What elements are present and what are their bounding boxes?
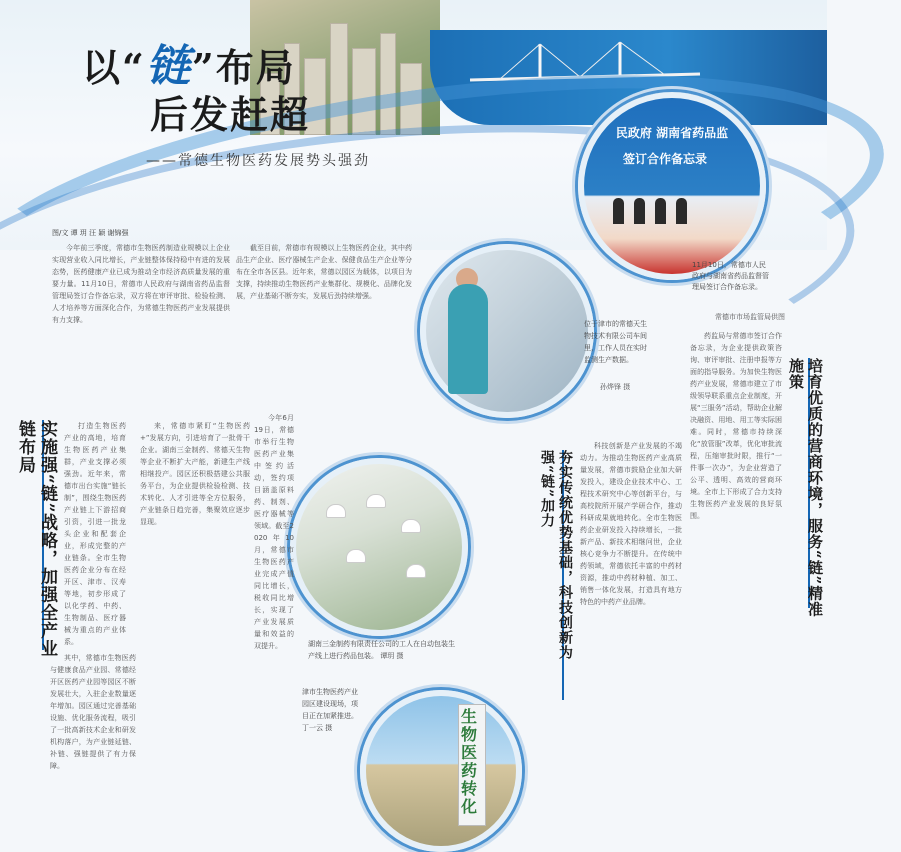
lab-worker-photo (420, 244, 594, 418)
industrial-park-photo (360, 690, 522, 852)
article-column: 今年前三季度，常德市生物医药制造业规模以上企业实现营业收入同比增长，产业链整体保持稳中有进的发展态势，医药健康产业已成为推动全市经济高质量发展的重要力量。11月10日，常德市人民政府与湖南省药品监督管理局签订合作备忘录，双方将在审评审批、检验检测、人才培养等方面深化合作，为常德生物医药产业发展提供有力支撑。 (52, 244, 230, 324)
headline-line-2: 后发赶超 (150, 92, 311, 137)
article-column: 科技创新是产业发展的不竭动力。为推动生物医药产业高质量发展，常德市鼓励企业加大研发投入，建设企业技术中心、工程技术研究中心等创新平台，与高校院所开展产学研合作，推动科研成果就地转化。全市生物医药企业研发投入持续增长，一批新产品、新技术相继问世，企业核心竞争力不断提升。在传统中药领域，常德依托丰富的中药材资源，推动中药材种植、加工、销售一体化发展，打造具有地方特色的中药产业品牌。 (580, 442, 682, 606)
park-sign-text: 生物医药转化 (461, 707, 478, 816)
section-heading-2: 夯实传统优势基础，科技创新为强“链”加力 (539, 450, 573, 660)
article-column: 药监局与常德市签订合作备忘录，为企业提供政策咨询、审评审批、注册申报等方面的指导服务。为加快生物医药产业发展，常德市建立了市级领导联系重点企业制度，开展“三服务”活动，帮助企业解决融资、用地、用工等实际困难。同时，常德市持续深化“放管服”改革，优化审批流程，压缩审批时限，推行“一件事一次办”，为企业营造了公平、透明、高效的营商环境。全市上下形成了合力支持生物医药产业发展的良好氛围。 (690, 332, 782, 520)
article-column: 来，常德市紧盯“生物医药+”发展方向，引进培育了一批骨干企业。湖南三金制药、常德天生物等企业不断扩大产能，新建生产线相继投产。园区还积极搭建公共服务平台，为企业提供检验检测、技术转化、人才引进等全方位服务，产业链条日趋完善，集聚效应逐步显现。 (140, 422, 250, 526)
signing-people-figures (608, 198, 728, 230)
section-heading-1: 实施强“链”战略，加强全产业链布局 (15, 420, 57, 658)
signing-banner-text: 民政府 湖南省药品监 (615, 126, 729, 140)
signing-banner-text: 签订合作备忘录 (622, 152, 707, 166)
article-column: 其中，常德市生物医药与健康食品产业园、常德经开区医药产业园等园区不断发展壮大，入驻企业数量逐年增加。园区通过完善基础设施、优化服务流程，吸引了一批高新技术企业和研发机构落户，为产业链延链、补链、强链提供了有力保障。 (50, 654, 136, 770)
article-column: 截至目前，常德市有规模以上生物医药企业，其中药品生产企业、医疗器械生产企业、保健食品生产企业等分布在全市各区县。近年来，常德以园区为载体，以项目为支撑，持续推动生物医药产业集群化、规模化、品牌化发展，产业基础不断夯实，发展后劲持续增强。 (236, 244, 412, 300)
article-column: 打造生物医药产业的高地，培育生物医药产业集群，产业支撑必须强劲。近年来，常德市出台实施“链长制”，围绕生物医药产业链上下游招商引资，引进一批龙头企业和配套企业，形成完整的产业链条。全市生物医药企业分布在经开区、津市、汉寿等地，初步形成了以化学药、中药、生物制品、医疗器械为重点的产业体系。 (64, 422, 126, 646)
lab-photo-caption: 位于津市的常德天生物技术有限公司车间里，工作人员在实时监测生产数据。 (584, 320, 647, 364)
building-photo-credit: 丁一云 摄 (302, 724, 333, 732)
headline-subtitle: ——常德生物医药发展势头强劲 (146, 153, 370, 169)
signing-photo-credit: 常德市市场监管局供图 (715, 313, 785, 321)
section-heading-3: 培育优质的营商环境，服务“链”精准施策 (787, 358, 824, 618)
packaging-line-photo (290, 458, 468, 636)
building-photo-caption: 津市生物医药产业园区建设现场，项目正在加紧推进。 丁一云 摄 (302, 688, 358, 732)
byline: 图/文 谭 玥 汪 颖 谢锦强 (52, 229, 129, 237)
headline-line-1: 以“链”布局 (82, 41, 296, 92)
factory-photo-caption: 湖南三金制药有限责任公司的工人在自动包装生产线上进行药品包装。 谭玥 摄 (308, 640, 455, 660)
signing-photo-caption: 11月10日，常德市人民政府与湖南省药品监督管理局签订合作备忘录。 (692, 261, 769, 291)
worker-figure (448, 284, 488, 394)
signing-ceremony-photo (578, 92, 766, 280)
factory-photo-credit: 谭玥 摄 (380, 652, 404, 660)
article-column: 今年6月19日，常德市举行生物医药产业集中签约活动，签约项目涵盖原料药、制剂、医疗器械等领域。截至2020年10月，常德市生物医药产业完成产值同比增长，税收同比增长，实现了产业发展质量和效益的双提升。 (254, 414, 294, 650)
lab-photo-credit: 孙烨锋 摄 (600, 383, 631, 391)
